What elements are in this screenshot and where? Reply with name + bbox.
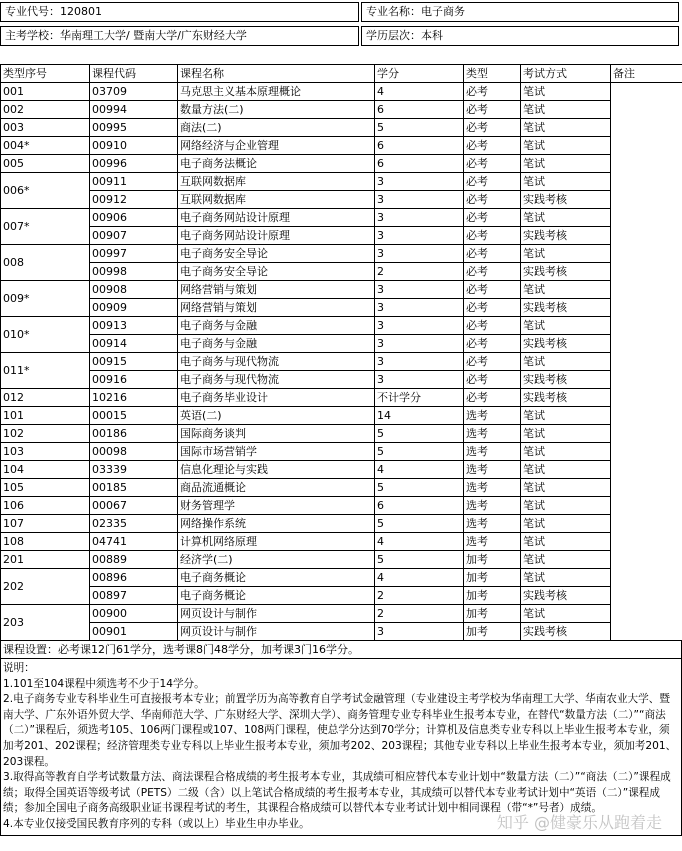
credit-cell: 3 bbox=[375, 245, 464, 263]
table-row bbox=[1, 605, 682, 623]
exam-method-cell: 笔试 bbox=[521, 497, 611, 515]
course-code-cell: 00098 bbox=[90, 443, 178, 461]
exam-method-cell: 实践考核 bbox=[521, 299, 611, 317]
exam-method-cell: 笔试 bbox=[521, 119, 611, 137]
exam-method-cell: 笔试 bbox=[521, 479, 611, 497]
type-cell: 选考 bbox=[464, 479, 521, 497]
course-code-cell: 00186 bbox=[90, 425, 178, 443]
credit-cell: 不计学分 bbox=[375, 389, 464, 407]
type-cell: 必考 bbox=[464, 371, 521, 389]
table-row bbox=[1, 497, 682, 515]
exam-method-cell: 实践考核 bbox=[521, 227, 611, 245]
course-name-cell: 网络经济与企业管理 bbox=[178, 137, 375, 155]
table-row bbox=[1, 245, 682, 263]
exam-method-cell: 实践考核 bbox=[521, 623, 611, 641]
course-name-cell: 网络营销与策划 bbox=[178, 281, 375, 299]
type-cell: 选考 bbox=[464, 515, 521, 533]
exam-method-cell: 笔试 bbox=[521, 245, 611, 263]
exam-method-cell: 笔试 bbox=[521, 605, 611, 623]
course-name-cell: 电子商务与金融 bbox=[178, 317, 375, 335]
course-code-cell: 00067 bbox=[90, 497, 178, 515]
type-seq-cell: 105 bbox=[1, 479, 90, 497]
type-cell: 选考 bbox=[464, 407, 521, 425]
exam-method-cell: 笔试 bbox=[521, 155, 611, 173]
course-code-cell: 00997 bbox=[90, 245, 178, 263]
course-name-cell: 电子商务网站设计原理 bbox=[178, 227, 375, 245]
credit-cell: 14 bbox=[375, 407, 464, 425]
credit-cell: 3 bbox=[375, 371, 464, 389]
course-name-cell: 互联网数据库 bbox=[178, 191, 375, 209]
table-row bbox=[1, 101, 682, 119]
note-paragraph: 3.取得高等教育自学考试数量方法、商法课程合格成绩的考生报考本专业，其成绩可相应替代本专业计划中“数量方法（二）”“商法（二）”课程成绩；取得全国英语等级考试（PETS）二级（含）以上笔试合格成绩的考生报考本专业，其成绩可以替代本专业考试计划中“英语（二）”课程成绩；参加全国电子商务高级职业证书课程考试的考生，其课程合格成绩可以替代本专业考试计划中相同课程（带“*”号者）成绩。 bbox=[3, 771, 671, 815]
exam-method-cell: 笔试 bbox=[521, 569, 611, 587]
course-name-cell: 商法(二) bbox=[178, 119, 375, 137]
exam-method-cell: 笔试 bbox=[521, 101, 611, 119]
credit-cell: 5 bbox=[375, 425, 464, 443]
table-row bbox=[1, 173, 682, 191]
remark-cell bbox=[611, 317, 682, 335]
major-code: 专业代号：120801 bbox=[0, 2, 359, 22]
type-cell: 加考 bbox=[464, 623, 521, 641]
table-row bbox=[1, 623, 682, 641]
column-header: 类型序号 bbox=[1, 65, 90, 83]
credit-cell: 5 bbox=[375, 443, 464, 461]
table-row bbox=[1, 155, 682, 173]
remark-cell bbox=[611, 479, 682, 497]
column-header: 备注 bbox=[611, 65, 682, 83]
course-name-cell: 经济学(二) bbox=[178, 551, 375, 569]
table-row bbox=[1, 137, 682, 155]
table-row bbox=[1, 587, 682, 605]
course-name-cell: 电子商务毕业设计 bbox=[178, 389, 375, 407]
credit-cell: 5 bbox=[375, 515, 464, 533]
table-row bbox=[1, 371, 682, 389]
table-row bbox=[1, 353, 682, 371]
course-code-cell: 00911 bbox=[90, 173, 178, 191]
table-row bbox=[1, 389, 682, 407]
credit-cell: 2 bbox=[375, 587, 464, 605]
course-code-cell: 00914 bbox=[90, 335, 178, 353]
type-seq-cell: 004* bbox=[1, 137, 90, 155]
exam-method-cell: 实践考核 bbox=[521, 191, 611, 209]
type-seq-cell: 104 bbox=[1, 461, 90, 479]
credit-cell: 3 bbox=[375, 353, 464, 371]
credit-cell: 3 bbox=[375, 281, 464, 299]
credit-cell: 2 bbox=[375, 605, 464, 623]
table-row bbox=[1, 83, 682, 101]
course-code-cell: 00185 bbox=[90, 479, 178, 497]
remark-cell bbox=[611, 209, 682, 227]
course-code-cell: 00901 bbox=[90, 623, 178, 641]
column-header: 类型 bbox=[464, 65, 521, 83]
credit-cell: 3 bbox=[375, 209, 464, 227]
remark-cell bbox=[611, 605, 682, 623]
table-row bbox=[1, 317, 682, 335]
course-code-cell: 00915 bbox=[90, 353, 178, 371]
remark-cell bbox=[611, 263, 682, 281]
remark-cell bbox=[611, 461, 682, 479]
note-paragraph: 2.电子商务专业专科毕业生可直接报考本专业；前置学历为高等教育自学考试金融管理（专业建设主考学校为华南理工大学、华南农业大学、暨南大学、广东外语外贸大学、华南师范大学、广东财经大学、深圳大学）、商务管理专业专科毕业生报考本专业，在替代“数量方法（二）”“商法（二）”课程后，须选考105、106两门课程或107、108两门课程，使总学分达到70学分；计算机及信息类专业专科以上毕业生报考本专业，须加考201、202课程；经济管理类专业专科以上毕业生报考本专业，须加考202、203课程；其他专业专科以上毕业生报考本专业，须加考201、203课程。 bbox=[3, 693, 677, 768]
course-name-cell: 电子商务网站设计原理 bbox=[178, 209, 375, 227]
course-code-cell: 00907 bbox=[90, 227, 178, 245]
credit-cell: 3 bbox=[375, 623, 464, 641]
type-seq-cell: 202 bbox=[1, 569, 90, 605]
credit-cell: 5 bbox=[375, 119, 464, 137]
table-row bbox=[1, 479, 682, 497]
column-header: 课程名称 bbox=[178, 65, 375, 83]
credit-cell: 3 bbox=[375, 173, 464, 191]
credit-cell: 6 bbox=[375, 155, 464, 173]
type-cell: 选考 bbox=[464, 461, 521, 479]
exam-method-cell: 笔试 bbox=[521, 83, 611, 101]
course-code-cell: 10216 bbox=[90, 389, 178, 407]
type-seq-cell: 006* bbox=[1, 173, 90, 209]
type-cell: 选考 bbox=[464, 443, 521, 461]
table-row bbox=[1, 191, 682, 209]
type-seq-cell: 107 bbox=[1, 515, 90, 533]
exam-method-cell: 实践考核 bbox=[521, 587, 611, 605]
course-code-cell: 00912 bbox=[90, 191, 178, 209]
column-header: 考试方式 bbox=[521, 65, 611, 83]
table-row bbox=[1, 443, 682, 461]
course-name-cell: 国际市场营销学 bbox=[178, 443, 375, 461]
type-cell: 必考 bbox=[464, 83, 521, 101]
credit-cell: 4 bbox=[375, 83, 464, 101]
course-name-cell: 网页设计与制作 bbox=[178, 605, 375, 623]
credit-cell: 3 bbox=[375, 191, 464, 209]
exam-method-cell: 实践考核 bbox=[521, 371, 611, 389]
type-cell: 必考 bbox=[464, 353, 521, 371]
type-cell: 必考 bbox=[464, 245, 521, 263]
note-paragraph: 4.本专业仅接受国民教育序列的专科（或以上）毕业生申办毕业。 bbox=[3, 817, 310, 830]
remark-cell bbox=[611, 497, 682, 515]
remark-cell bbox=[611, 371, 682, 389]
course-name-cell: 英语(二) bbox=[178, 407, 375, 425]
credit-cell: 3 bbox=[375, 299, 464, 317]
remark-cell bbox=[611, 245, 682, 263]
table-row bbox=[1, 335, 682, 353]
type-cell: 必考 bbox=[464, 209, 521, 227]
remark-cell bbox=[611, 587, 682, 605]
type-seq-cell: 101 bbox=[1, 407, 90, 425]
type-cell: 必考 bbox=[464, 299, 521, 317]
remark-cell bbox=[611, 155, 682, 173]
remark-cell bbox=[611, 569, 682, 587]
remark-cell bbox=[611, 173, 682, 191]
course-name-cell: 电子商务与现代物流 bbox=[178, 353, 375, 371]
course-setting: 课程设置：必考课12门61学分，选考课8门48学分，加考课3门16学分。 bbox=[1, 641, 681, 659]
type-seq-cell: 009* bbox=[1, 281, 90, 317]
course-code-cell: 00897 bbox=[90, 587, 178, 605]
exam-method-cell: 笔试 bbox=[521, 209, 611, 227]
type-seq-cell: 005 bbox=[1, 155, 90, 173]
type-seq-cell: 003 bbox=[1, 119, 90, 137]
remark-cell bbox=[611, 299, 682, 317]
remark-cell bbox=[611, 119, 682, 137]
course-code-cell: 00995 bbox=[90, 119, 178, 137]
watermark: 知乎 @健豪乐从跑着走 bbox=[496, 813, 662, 832]
type-seq-cell: 203 bbox=[1, 605, 90, 641]
type-seq-cell: 108 bbox=[1, 533, 90, 551]
type-cell: 必考 bbox=[464, 173, 521, 191]
course-code-cell: 00909 bbox=[90, 299, 178, 317]
credit-cell: 4 bbox=[375, 461, 464, 479]
remark-cell bbox=[611, 101, 682, 119]
course-name-cell: 电子商务安全导论 bbox=[178, 245, 375, 263]
type-cell: 加考 bbox=[464, 587, 521, 605]
course-code-cell: 00908 bbox=[90, 281, 178, 299]
credit-cell: 4 bbox=[375, 569, 464, 587]
type-seq-cell: 103 bbox=[1, 443, 90, 461]
table-row bbox=[1, 569, 682, 587]
course-name-cell: 电子商务与金融 bbox=[178, 335, 375, 353]
major-name: 专业名称：电子商务 bbox=[361, 2, 679, 22]
type-cell: 必考 bbox=[464, 155, 521, 173]
table-row bbox=[1, 461, 682, 479]
table-row bbox=[1, 209, 682, 227]
exam-method-cell: 笔试 bbox=[521, 551, 611, 569]
remark-cell bbox=[611, 83, 682, 101]
exam-method-cell: 笔试 bbox=[521, 137, 611, 155]
course-name-cell: 网络操作系统 bbox=[178, 515, 375, 533]
credit-cell: 6 bbox=[375, 101, 464, 119]
remark-cell bbox=[611, 335, 682, 353]
course-name-cell: 电子商务与现代物流 bbox=[178, 371, 375, 389]
note-paragraph: 说明： bbox=[3, 662, 35, 674]
course-name-cell: 网络营销与策划 bbox=[178, 299, 375, 317]
remark-cell bbox=[611, 551, 682, 569]
type-cell: 选考 bbox=[464, 533, 521, 551]
type-cell: 必考 bbox=[464, 389, 521, 407]
course-name-cell: 电子商务概论 bbox=[178, 587, 375, 605]
exam-method-cell: 笔试 bbox=[521, 407, 611, 425]
course-name-cell: 互联网数据库 bbox=[178, 173, 375, 191]
type-cell: 加考 bbox=[464, 569, 521, 587]
type-cell: 必考 bbox=[464, 335, 521, 353]
type-cell: 必考 bbox=[464, 281, 521, 299]
credit-cell: 6 bbox=[375, 137, 464, 155]
type-seq-cell: 001 bbox=[1, 83, 90, 101]
exam-method-cell: 实践考核 bbox=[521, 335, 611, 353]
course-code-cell: 00994 bbox=[90, 101, 178, 119]
type-cell: 必考 bbox=[464, 101, 521, 119]
credit-cell: 5 bbox=[375, 551, 464, 569]
type-seq-cell: 008 bbox=[1, 245, 90, 281]
exam-method-cell: 笔试 bbox=[521, 317, 611, 335]
remark-cell bbox=[611, 407, 682, 425]
type-cell: 选考 bbox=[464, 425, 521, 443]
education-level: 学历层次：本科 bbox=[361, 26, 679, 46]
exam-method-cell: 笔试 bbox=[521, 353, 611, 371]
table-row bbox=[1, 119, 682, 137]
course-name-cell: 财务管理学 bbox=[178, 497, 375, 515]
course-code-cell: 00896 bbox=[90, 569, 178, 587]
table-header-row bbox=[1, 65, 682, 83]
note-paragraph: 1.101至104课程中须选考不少于14学分。 bbox=[3, 677, 205, 690]
course-code-cell: 02335 bbox=[90, 515, 178, 533]
type-seq-cell: 007* bbox=[1, 209, 90, 245]
type-cell: 必考 bbox=[464, 119, 521, 137]
type-cell: 加考 bbox=[464, 605, 521, 623]
remark-cell bbox=[611, 533, 682, 551]
course-code-cell: 00998 bbox=[90, 263, 178, 281]
table-row bbox=[1, 227, 682, 245]
remark-cell bbox=[611, 353, 682, 371]
table-row bbox=[1, 299, 682, 317]
exam-method-cell: 笔试 bbox=[521, 173, 611, 191]
course-code-cell: 00916 bbox=[90, 371, 178, 389]
exam-method-cell: 笔试 bbox=[521, 443, 611, 461]
type-seq-cell: 002 bbox=[1, 101, 90, 119]
column-header: 学分 bbox=[375, 65, 464, 83]
course-name-cell: 信息化理论与实践 bbox=[178, 461, 375, 479]
exam-method-cell: 笔试 bbox=[521, 461, 611, 479]
credit-cell: 2 bbox=[375, 263, 464, 281]
type-cell: 必考 bbox=[464, 227, 521, 245]
table-row bbox=[1, 281, 682, 299]
course-code-cell: 00900 bbox=[90, 605, 178, 623]
type-cell: 必考 bbox=[464, 137, 521, 155]
remark-cell bbox=[611, 281, 682, 299]
type-cell: 必考 bbox=[464, 191, 521, 209]
remark-cell bbox=[611, 515, 682, 533]
course-name-cell: 网页设计与制作 bbox=[178, 623, 375, 641]
exam-method-cell: 实践考核 bbox=[521, 263, 611, 281]
course-code-cell: 04741 bbox=[90, 533, 178, 551]
course-code-cell: 00996 bbox=[90, 155, 178, 173]
exam-method-cell: 实践考核 bbox=[521, 389, 611, 407]
course-name-cell: 数量方法(二) bbox=[178, 101, 375, 119]
exam-method-cell: 笔试 bbox=[521, 281, 611, 299]
table-row bbox=[1, 425, 682, 443]
course-name-cell: 计算机网络原理 bbox=[178, 533, 375, 551]
table-row bbox=[1, 263, 682, 281]
course-table bbox=[0, 64, 682, 641]
remark-cell bbox=[611, 191, 682, 209]
course-code-cell: 00889 bbox=[90, 551, 178, 569]
course-code-cell: 00015 bbox=[90, 407, 178, 425]
table-row bbox=[1, 407, 682, 425]
course-name-cell: 马克思主义基本原理概论 bbox=[178, 83, 375, 101]
type-cell: 加考 bbox=[464, 551, 521, 569]
exam-method-cell: 笔试 bbox=[521, 425, 611, 443]
table-row bbox=[1, 515, 682, 533]
table-row bbox=[1, 533, 682, 551]
course-name-cell: 电子商务安全导论 bbox=[178, 263, 375, 281]
type-seq-cell: 012 bbox=[1, 389, 90, 407]
exam-method-cell: 笔试 bbox=[521, 515, 611, 533]
course-code-cell: 03339 bbox=[90, 461, 178, 479]
remark-cell bbox=[611, 623, 682, 641]
column-header: 课程代码 bbox=[90, 65, 178, 83]
remark-cell bbox=[611, 443, 682, 461]
credit-cell: 6 bbox=[375, 497, 464, 515]
course-code-cell: 00906 bbox=[90, 209, 178, 227]
type-seq-cell: 201 bbox=[1, 551, 90, 569]
course-name-cell: 电子商务法概论 bbox=[178, 155, 375, 173]
course-name-cell: 商品流通概论 bbox=[178, 479, 375, 497]
type-cell: 选考 bbox=[464, 497, 521, 515]
notes-body bbox=[1, 659, 681, 835]
type-seq-cell: 011* bbox=[1, 353, 90, 389]
remark-cell bbox=[611, 227, 682, 245]
credit-cell: 3 bbox=[375, 335, 464, 353]
course-code-cell: 00913 bbox=[90, 317, 178, 335]
notes-section bbox=[0, 640, 682, 836]
credit-cell: 3 bbox=[375, 227, 464, 245]
type-seq-cell: 102 bbox=[1, 425, 90, 443]
type-cell: 必考 bbox=[464, 263, 521, 281]
type-cell: 必考 bbox=[464, 317, 521, 335]
exam-method-cell: 笔试 bbox=[521, 533, 611, 551]
credit-cell: 5 bbox=[375, 479, 464, 497]
remark-cell bbox=[611, 137, 682, 155]
host-school: 主考学校：华南理工大学/ 暨南大学/广东财经大学 bbox=[0, 26, 359, 46]
credit-cell: 4 bbox=[375, 533, 464, 551]
course-name-cell: 国际商务谈判 bbox=[178, 425, 375, 443]
type-seq-cell: 106 bbox=[1, 497, 90, 515]
table-row bbox=[1, 551, 682, 569]
remark-cell bbox=[611, 389, 682, 407]
course-code-cell: 03709 bbox=[90, 83, 178, 101]
course-name-cell: 电子商务概论 bbox=[178, 569, 375, 587]
type-seq-cell: 010* bbox=[1, 317, 90, 353]
course-code-cell: 00910 bbox=[90, 137, 178, 155]
remark-cell bbox=[611, 425, 682, 443]
credit-cell: 3 bbox=[375, 317, 464, 335]
